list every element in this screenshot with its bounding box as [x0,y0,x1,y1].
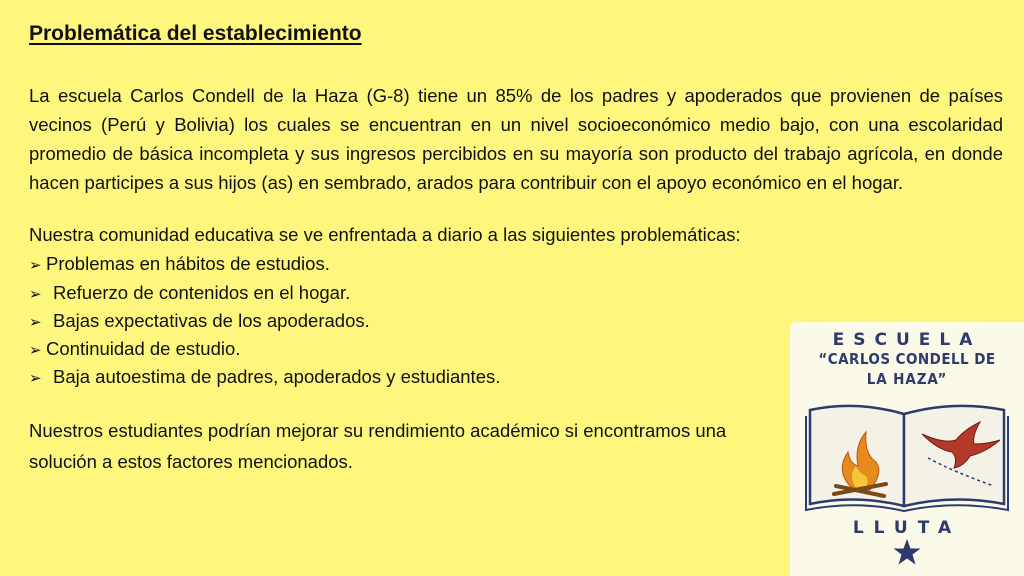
bullet-text: Refuerzo de contenidos en el hogar. [53,282,351,303]
bullet-text: Bajas expectativas de los apoderados. [53,310,370,331]
bullet-item [29,278,350,309]
logo-text-lluta: LLUTA [852,518,962,538]
bullet-text: Problemas en hábitos de estudios. [46,253,330,274]
arrow-bullet-icon: ➢ [29,342,42,359]
bullet-text: Baja autoestima de padres, apoderados y estudiantes. [53,366,501,387]
bullet-text: Continuidad de estudio. [46,338,241,359]
bullet-item [29,306,370,337]
arrow-bullet-icon: ➢ [29,257,42,274]
logo-text-escuela: ESCUELA [832,330,982,350]
bullet-item [29,362,500,393]
bullet-item [29,249,330,280]
open-book-icon [804,400,1010,512]
arrow-bullet-icon: ➢ [29,286,42,303]
lead-in-text: Nuestra comunidad educativa se ve enfrentada a diario a las siguientes problemáticas: [29,224,741,245]
bullet-item [29,334,240,365]
star-icon [892,538,922,566]
logo-text-name: “CARLOS CONDELL DE [818,350,996,368]
logo-text-name-end: LA HAZA” [866,370,948,388]
arrow-bullet-icon: ➢ [29,370,42,387]
closing-paragraph: Nuestros estudiantes podrían mejorar su rendimiento académico si encontramos una solución a estos factores mencionados. [29,420,727,472]
school-logo [790,322,1024,576]
intro-paragraph: La escuela Carlos Condell de la Haza (G-8) tiene un 85% de los padres y apoderados que provienen de países vecinos (Perú y Bolivia) los cuales se encuentran en un nivel socioeconómico medio bajo, con una escolaridad promedio de básica incompleta y sus ingresos percibidos en su mayoría son producto del trabajo agrícola, en donde hacen participes a sus hijos (as) en sembrado, arados para contribuir con el apoyo económico en el hogar. [29,85,1003,194]
arrow-bullet-icon: ➢ [29,314,42,331]
slide-title: Problemática del establecimiento [29,22,362,45]
